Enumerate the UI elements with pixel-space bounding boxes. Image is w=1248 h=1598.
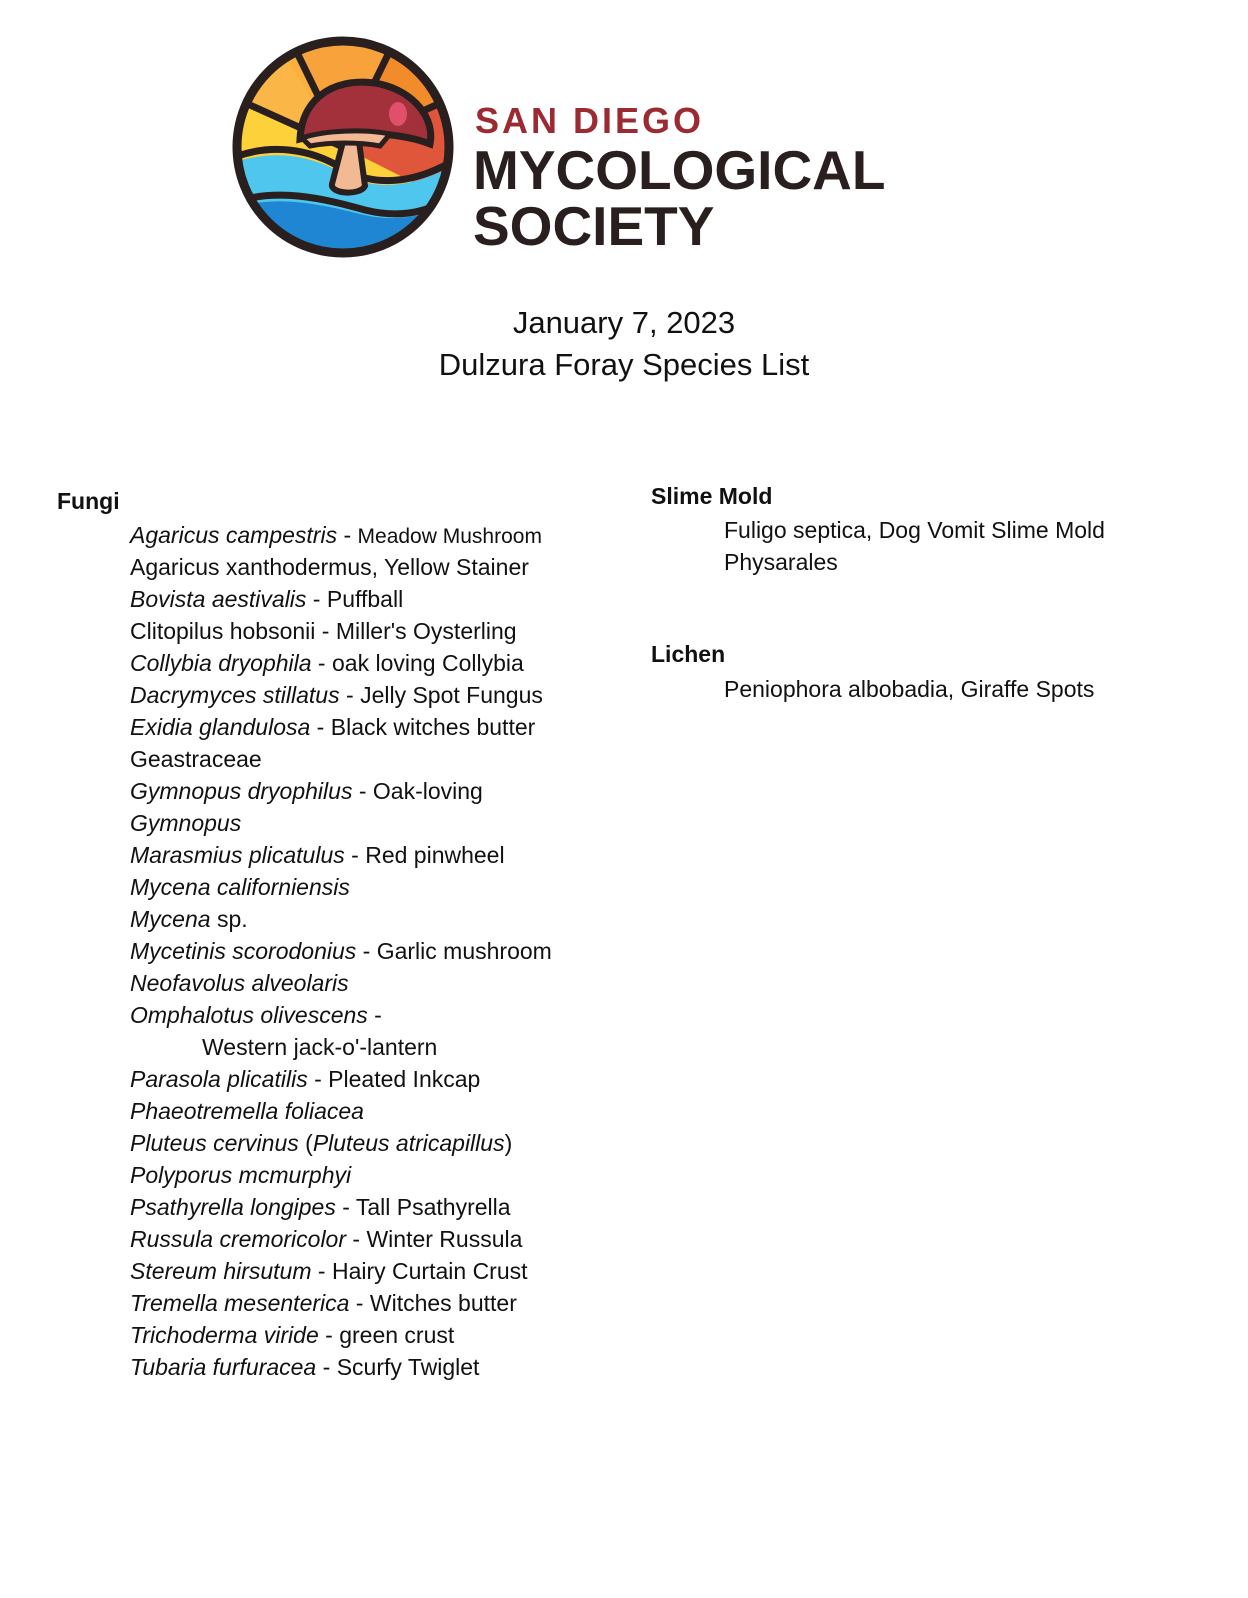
separator: - [352,778,373,804]
species-item [130,903,552,935]
species-item [130,1191,552,1223]
scientific-name: Omphalotus olivescens [130,1002,368,1028]
species-item [130,1031,552,1063]
common-name: Winter Russula [366,1226,523,1252]
scientific-name: Psathyrella longipes [130,1194,336,1220]
common-name: Peniophora albobadia, Giraffe Spots [724,676,1095,702]
common-name: Scurfy Twiglet [336,1354,480,1380]
common-name: Physarales [724,549,838,575]
common-name: Garlic mushroom [376,938,552,964]
common-name: Red pinwheel [365,842,505,868]
scientific-name: Gymnopus [130,810,242,836]
scientific-name: Mycena [130,906,211,932]
scientific-name: Phaeotremella foliacea [130,1098,364,1124]
org-name-line1: SAN DIEGO [475,100,705,141]
scientific-name: Gymnopus dryophilus [130,778,353,804]
separator: - [356,938,377,964]
common-name: Jelly Spot Fungus [360,682,543,708]
scientific-name: Russula cremoricolor [130,1226,347,1252]
mushroom-emblem-icon [230,34,456,260]
separator: - [344,842,366,868]
scientific-name: Tubaria furfuracea [130,1354,317,1380]
org-name-line3: SOCIETY [473,195,715,257]
separator: - [367,1002,382,1028]
species-item [130,1351,552,1383]
scientific-name: Polyporus mcmurphyi [130,1162,352,1188]
section-title-lichen: Lichen [651,641,726,667]
foray-date: January 7, 2023 [512,305,736,340]
section-title-fungi: Fungi [57,488,120,514]
scientific-name: Exidia glandulosa [130,714,311,740]
common-name: Agaricus xanthodermus, Yellow Stainer [130,554,529,580]
species-item [130,615,552,647]
common-name: sp. [216,906,248,932]
scientific-name: Marasmius plicatulus [130,842,345,868]
separator: - [318,1322,340,1348]
common-name: Black witches butter [330,714,536,740]
slime-mold-list [724,514,1105,578]
separator: ( [298,1130,313,1156]
scientific-name: Stereum hirsutum [130,1258,312,1284]
common-name: Puffball [326,586,404,612]
common-name: Hairy Curtain Crust [331,1258,528,1284]
scientific-name: Agaricus campestris [130,522,338,548]
separator: - [337,522,358,548]
separator: - [335,1194,356,1220]
species-item [130,679,552,711]
species-item [130,1127,552,1159]
section-title-slime-mold: Slime Mold [651,483,773,509]
common-name: Oak-loving [372,778,483,804]
species-item [130,1255,552,1287]
scientific-name: Parasola plicatilis [130,1066,308,1092]
species-item [724,546,1105,578]
separator: - [346,1226,367,1252]
org-name-line2: MYCOLOGICAL [473,139,886,201]
scientific-name: Pluteus cervinus [130,1130,299,1156]
common-name: Meadow Mushroom [357,525,542,548]
scientific-name-alt: Pluteus atricapillus [312,1130,505,1156]
species-item [130,711,552,743]
common-name: Western jack-o'-lantern [202,1034,438,1060]
scientific-name: Tremella mesenterica [130,1290,350,1316]
species-item [130,775,552,807]
species-item [130,807,552,839]
common-name: oak loving Collybia [332,650,524,676]
scientific-name: Mycetinis scorodonius [130,938,357,964]
separator: ) [504,1130,513,1156]
species-item [130,935,552,967]
common-name: Fuligo septica, Dog Vomit Slime Mold [724,517,1105,543]
separator: - [310,714,331,740]
fungi-list [130,519,552,1383]
species-item [130,1095,552,1127]
separator: - [316,1354,337,1380]
species-item [130,967,552,999]
common-name: Geastraceae [130,746,262,772]
species-item [130,999,552,1031]
species-item [130,871,552,903]
species-item [724,673,1094,705]
species-item [724,514,1105,546]
common-name: Tall Psathyrella [355,1194,511,1220]
separator: - [306,586,327,612]
lichen-list [724,673,1094,705]
species-item [130,1063,552,1095]
common-name: Clitopilus hobsonii - Miller's Oysterling [130,618,517,644]
species-item [130,583,552,615]
separator: - [339,682,361,708]
separator: - [349,1290,370,1316]
scientific-name: Bovista aestivalis [130,586,307,612]
species-item [130,743,552,775]
species-item [130,1159,552,1191]
common-name: green crust [339,1322,455,1348]
scientific-name: Mycena californiensis [130,874,350,900]
separator: - [307,1066,329,1092]
species-item [130,1287,552,1319]
scientific-name: Collybia dryophila [130,650,312,676]
common-name: Pleated Inkcap [328,1066,481,1092]
common-name: Witches butter [369,1290,517,1316]
species-item [130,1223,552,1255]
species-item [130,551,552,583]
species-item [130,1319,552,1351]
separator: - [311,1258,332,1284]
scientific-name: Dacrymyces stillatus [130,682,340,708]
species-item [130,839,552,871]
page-title: Dulzura Foray Species List [438,347,810,382]
logo [230,34,886,260]
species-item [130,647,552,679]
scientific-name: Neofavolus alveolaris [130,970,349,996]
scientific-name: Trichoderma viride [130,1322,319,1348]
separator: - [311,650,332,676]
species-item [130,519,552,551]
